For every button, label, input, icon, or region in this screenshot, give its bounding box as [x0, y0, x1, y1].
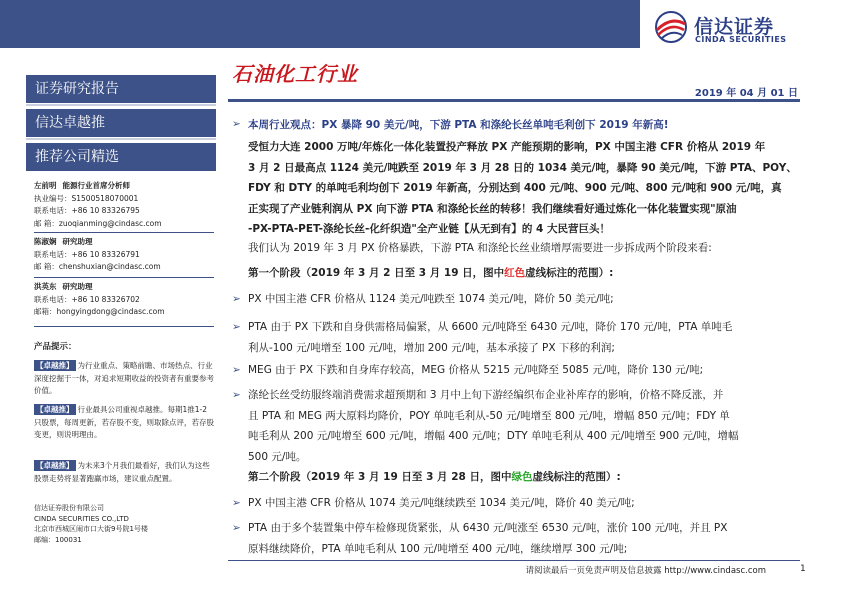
- analyst-name: 左前明: [34, 181, 57, 190]
- point-line: 吨毛利从 200 元/吨增至 600 元/吨，增幅 400 元/吨；DTY 单吨毛利从 400 元/吨增至 900 元/吨，增幅: [248, 430, 739, 442]
- disclaimer-footnote[interactable]: 请阅读最后一页免责声明及信息披露 http://www.cindasc.com: [525, 566, 766, 576]
- point-line: 且 PTA 和 MEG 两大原料均降价，POY 单吨毛利从-50 元/吨增至 800 元/吨，增幅 850 元/吨；FDY 单: [248, 409, 730, 422]
- analyst-role: 能源行业首席分析师: [62, 181, 130, 190]
- analyst-phone: 联系电话：+86 10 83326702: [34, 294, 140, 304]
- company-logo: [648, 8, 838, 48]
- point-line: PX 中国主港 CFR 价格从 1074 美元/吨继续跌至 1034 美元/吨，降价 40 美元/吨;: [248, 497, 635, 509]
- analyst-name: 洪英东: [34, 282, 57, 291]
- report-type-label: 证券研究报告: [26, 75, 216, 103]
- analyst-role: 研究助理: [62, 237, 93, 246]
- tip-text: 行业最具公司重视卓越推。每期1推1-2只股票，每周更新，若存股不变，则取除点评，若存股变更，则说明理由。: [34, 405, 214, 439]
- summary-line: FDY 和 DTY 的单吨毛利均创下 2019 年新高，分别达到 400 元/吨、900 元/吨、800 元/吨和 900 元/吨，真: [248, 182, 782, 194]
- top-banner: [0, 0, 640, 48]
- stage1-point: [248, 289, 800, 310]
- title-rule: [228, 99, 800, 102]
- arrow-bullet-icon: ➢: [232, 321, 241, 333]
- point-line: PTA 由于多个装置集中停车检修现货紧张，从 6430 元/吨涨至 6530 元/吨，涨价 100 元/吨，并且 PX: [248, 522, 728, 534]
- point-line: PTA 由于 PX 下跌和自身供需格局偏紧，从 6600 元/吨降至 6430 元/吨，降价 170 元/吨，PTA 单吨毛: [248, 321, 733, 333]
- analyst-email[interactable]: 邮 箱：chenshuxian@cindasc.com: [34, 262, 161, 271]
- sidebar-divider: [26, 104, 216, 106]
- product-tip: [34, 460, 214, 485]
- stage1-heading-pre: 第一个阶段（2019 年 3 月 2 日至 3 月 19 日，图中: [248, 267, 505, 279]
- analyst-card: [34, 180, 219, 230]
- arrow-bullet-icon: ➢: [232, 497, 241, 509]
- stage2-point: [248, 518, 800, 559]
- summary-line: -PX-PTA-PET-涤纶长丝-化纤织造"全产业链【从无到有】的 4 大民营巨头！: [248, 223, 610, 235]
- company-info: [34, 503, 219, 545]
- analyst-card: [34, 236, 219, 274]
- contact-divider: [34, 232, 214, 233]
- industry-title: 石油化工行业: [232, 62, 358, 86]
- company-name: 信达证券股份有限公司: [34, 504, 104, 512]
- product-tip: [34, 404, 214, 442]
- arrow-bullet-icon: ➢: [232, 118, 241, 130]
- arrow-bullet-icon: ➢: [232, 293, 241, 305]
- tip-tag: 【卓越推】: [36, 361, 74, 370]
- point-line: 涤纶长丝受纺服终端消费需求超预期和 3 月中上旬下游经编织布企业补库存的影响，价格不降反涨，并: [248, 389, 724, 401]
- summary-paragraph: [248, 137, 800, 240]
- report-date: 2019 年 04 月 01 日: [694, 88, 798, 99]
- analyst-card: [34, 281, 219, 319]
- analyst-email[interactable]: 邮 箱：zuoqianming@cindasc.com: [34, 218, 162, 228]
- stage1-color-word: 红色: [504, 267, 526, 279]
- product-tips-title: 产品提示：: [34, 342, 77, 352]
- stage1-point: [248, 317, 800, 358]
- headline: 本周行业观点：PX 暴降 90 美元/吨，下游 PTA 和涤纶长丝单吨毛利创下 2019 年新高!: [248, 119, 669, 131]
- page-number: 1: [800, 564, 806, 574]
- arrow-bullet-icon: ➢: [232, 364, 241, 376]
- analyst-phone: 联系电话：+86 10 83326795: [34, 206, 140, 215]
- stage2-point: [248, 493, 800, 514]
- point-line: 500 元/吨。: [248, 450, 307, 463]
- stage2-heading-pre: 第二个阶段（2019 年 3 月 19 日至 3 月 28 日，图中: [248, 471, 512, 483]
- stage2-heading-post: 虚线标注的范围）:: [532, 471, 621, 483]
- summary-line: 3 月 2 日最高点 1124 美元/吨跌至 2019 年 3 月 28 日的 1034 美元/吨，暴降 90 美元/吨，下游 PTA、POY、: [248, 161, 797, 174]
- tip-text: 为未来3个月我们最看好，我们认为这些股票走势将显著跑赢市场，建议重点配置。: [34, 461, 210, 483]
- stage2-heading: [248, 467, 800, 488]
- analyst-role: 研究助理: [62, 282, 93, 291]
- cinda-logo-icon: [654, 10, 688, 44]
- arrow-bullet-icon: ➢: [232, 522, 241, 534]
- company-zip: 邮编：100031: [34, 535, 82, 544]
- summary-line: 正实现了产业链利润从 PX 向下游 PTA 和涤纶长丝的转移！我们继续看好通过炼化一体化装置实现"原油: [248, 202, 737, 215]
- arrow-bullet-icon: ➢: [232, 389, 241, 401]
- logo-english-name: CINDA SECURITIES: [695, 35, 787, 44]
- intro-paragraph: 我们认为 2019 年 3 月 PX 价格暴跌，下游 PTA 和涤纶长丝业绩增厚需要进一步拆成两个阶段来看:: [248, 242, 712, 254]
- point-line: PX 中国主港 CFR 价格从 1124 美元/吨跌至 1074 美元/吨，降价 50 美元/吨;: [248, 293, 614, 305]
- logo-chinese-name: 信达证券: [694, 16, 775, 38]
- point-line: 原料继续降价，PTA 单吨毛利从 100 元/吨增至 400 元/吨，继续增厚 300 元/吨;: [248, 542, 628, 555]
- contact-divider: [34, 326, 214, 327]
- product-tip: [34, 360, 214, 398]
- sidebar-divider: [26, 138, 216, 140]
- tip-text: 为行业重点、策略前瞻、市场热点、行业深度挖掘于一体，对追求短期收益的投资者有重要参考价值。: [34, 361, 214, 395]
- point-line: 利从-100 元/吨增至 100 元/吨，增加 200 元/吨，基本承接了 PX 下移的利润;: [248, 341, 615, 354]
- stage1-heading: [248, 263, 800, 284]
- tip-tag: 【卓越推】: [36, 405, 74, 414]
- company-address: 北京市西城区闹市口大街9号院1号楼: [34, 525, 148, 533]
- tip-tag: 【卓越推】: [36, 461, 74, 470]
- stage2-color-word: 绿色: [511, 471, 533, 483]
- summary-line: 受恒力大连 2000 万吨/年炼化一体化装置投产释放 PX 产能预期的影响，PX 中国主港 CFR 价格从 2019 年: [248, 141, 766, 153]
- stage1-point: [248, 385, 800, 467]
- section-excellent-pick: 信达卓越推: [26, 109, 216, 137]
- stage1-point: [248, 360, 800, 381]
- company-english-name: CINDA SECURITIES CO.,LTD: [34, 514, 129, 523]
- point-line: MEG 由于 PX 下跌和自身库存较高，MEG 价格从 5215 元/吨降至 5085 元/吨，降价 130 元/吨;: [248, 364, 704, 376]
- footer-rule: [228, 560, 800, 561]
- analyst-name: 陈淑娴: [34, 237, 57, 246]
- analyst-cert: 执业编号：S1500518070001: [34, 193, 139, 203]
- contact-divider: [34, 277, 214, 278]
- analyst-email[interactable]: 邮箱：hongyingdong@cindasc.com: [34, 307, 165, 316]
- stage1-heading-post: 虚线标注的范围）:: [525, 267, 614, 279]
- section-recommended-companies: 推荐公司精选: [26, 143, 216, 171]
- analyst-phone: 联系电话：+86 10 83326791: [34, 249, 140, 259]
